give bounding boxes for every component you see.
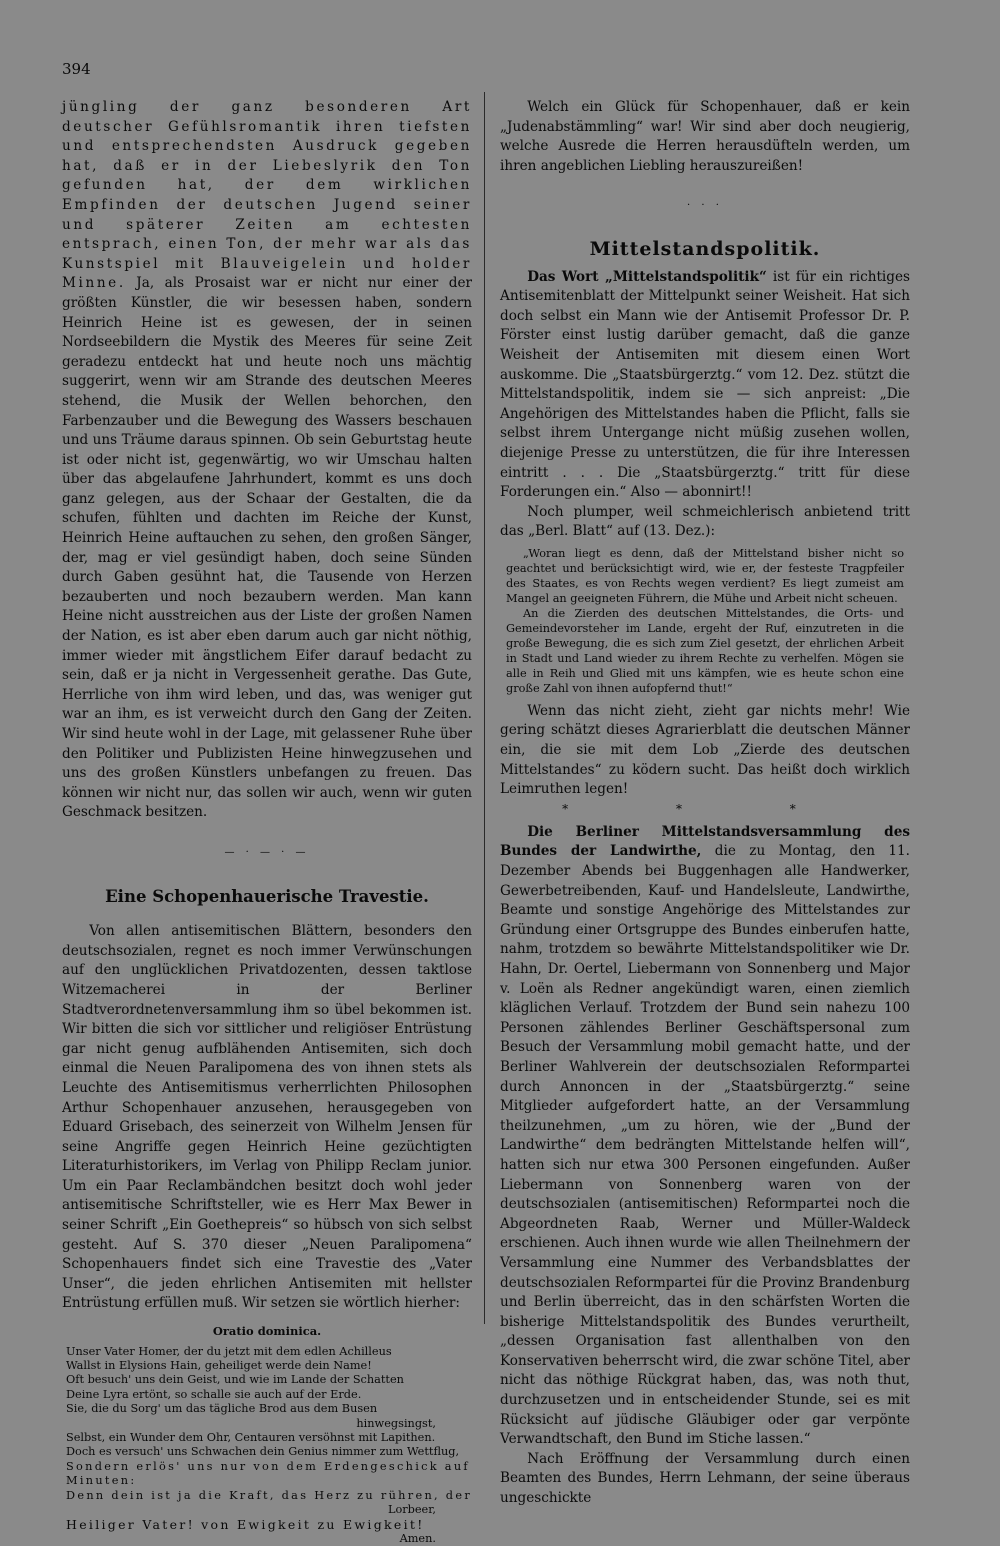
poem-line: Lorbeer,	[387, 1503, 436, 1517]
poem-line: Denn dein ist ja die Kraft, das Herz zu rühren, der	[66, 1488, 473, 1502]
poem-line: Wallst in Elysions Hain, geheiliget werde dein Name!	[66, 1359, 372, 1373]
berl-blatt-paragraph: Noch plumper, weil schmeichlerisch anbietend tritt das „Berl. Blatt“ auf (13. Dez.):	[500, 503, 910, 540]
poem-line: Doch es versuch' uns Schwachen dein Genius nimmer zum Wettflug,	[66, 1445, 460, 1459]
versammlung-text: die zu Montag, den 11. Dezember Abends bei Buggenhagen alle Handwerker, Gewerbetreibenden, Kauf- und Handelsleute, Landwirthe, Beamte und sonstige Angehörige des Mittelstandes zur Gründung einer Ortsgruppe des Bundes einberufen hatte, nahm, trotzdem so bewährte Mittelstandspolitiker wie Dr. Hahn, Dr. Oertel, Liebermann von Sonnenberg und Major v. Loën als Redner angekündigt waren, einen ziemlich kläglichen Verlauf. Trotzdem der Bund sein nahezu 100 Personen zählendes Berliner Geschäftspersonal zum Besuch der Versammlung mobil gemacht hatte, und der Berliner Wahlverein der deutschsozialen Reformpartei durch Annoncen in der „Staatsbürgerztg.“ seine Mitglieder aufgefordert hatte, an der Versammlung theilzunehmen, „um zu hören, wie der „Bund der Landwirthe“ dem bedrängten Mittelstande helfen will“, hatten sich nur etwa 300 Personen eingefunden. Außer Liebermann von Sonnenberg waren von der deutschsozialen (antisemitischen) Reformpartei noch die Abgeordneten Raab, Werner und Müller-Waldeck erschienen. Auch ihnen wurde wie allen Theilnehmern der Versammlung eine Nummer des Verbandsblattes der deutschsozialen Reformpartei für die Provinz Brandenburg und Berlin überreicht, das in den schärfsten Worten die bisherige Mittelstandspolitik des Bundes verurtheilt, „dessen Organisation fast allenthalben von den Konservativen beherrscht wird, die zwar schöne Titel, aber nicht das nöthige Rückgrat haben, das, was noth thut, durchzusetzen und in entscheidender Stunde, sei es mit Rücksicht auf jüdische Gläubiger oder gar verpönte Verwandtschaft, den Bund im Stiche lassen.“	[500, 843, 911, 1448]
left-column	[62, 98, 472, 1546]
poem-line: hinwegsingst,	[356, 1416, 436, 1430]
quote-paragraph: „Woran liegt es denn, daß der Mittelstand bisher nicht so geachtet und berücksichtigt wird, wie er, der festeste Tragpfeiler des Staates, es von Rechts wegen verdient? Es liegt zumeist am Mangel an geeigneten Führern, die Mühe und Arbeit nicht scheuen.	[506, 546, 904, 605]
poem-title: Oratio dominica.	[212, 1324, 322, 1339]
mittelstand-text: ist für ein richtiges Antisemitenblatt der Mittelpunkt seiner Weisheit. Hat sich doch selbst ein Mann wie der Antisemit Professor Dr. P. Förster einst lustig darüber gemacht, daß die ganze Weisheit der Antisemiten mit diesem einen Wort auskomme. Die „Staatsbürgerztg.“ vom 12. Dez. stützt die Mittelstandspolitik, indem sie — sich anpreist: „Die Angehörigen des Mittelstandes haben die Pflicht, falls sie selbst ihrem Untergange nicht müßig zusehen wollen, diejenige Presse zu unterstützen, die für ihre Interessen eintritt . . . Die „Staatsbürgerztg.“ tritt für diese Forderungen ein.“ Also — abonnirt!!	[500, 268, 910, 501]
spacer	[500, 815, 910, 823]
poem	[62, 1345, 472, 1546]
agrarier-paragraph: Wenn das nicht zieht, zieht gar nichts mehr! Wie gering schätzt dieses Agrarierblatt die deutschen Männer ein, die sie mit dem Lob „Zierde des deutschen Mittelstandes“ zu ködern sucht. Das heißt doch wirklich Leimruthen legen!	[500, 702, 910, 798]
poem-line: Unser Vater Homer, der du jetzt mit dem edlen Achilleus	[66, 1344, 392, 1358]
mittelstand-lead: Das Wort „Mittelstandspolitik“	[527, 268, 767, 285]
schopenhauer-conclusion-paragraph: Welch ein Glück für Schopenhauer, daß er kein „Judenabstämmling“ war! Wir sind aber doch neugierig, welche Ausrede die Herren herausdüfteln werden, um ihren angeblichen Liebling herauszureißen!	[500, 99, 910, 174]
column-divider	[484, 92, 485, 1324]
versammlung-lead: Die Berliner Mittelstandsversammlung des Bundes der Landwirthe,	[500, 823, 910, 860]
poem-line: Sie, die du Sorg' um das tägliche Brod aus dem Busen	[66, 1402, 378, 1416]
heine-paragraph-text: Ja, als Prosaist war er nicht nur einer der größten Künstler, die wir besessen haben, sondern Heinrich Heine ist es gewesen, der in seinen Nordseebildern die Mystik des Meeres für seine Zeit geradezu entdeckt hat und heute noch uns mächtig suggerirt, wenn wir am Strande des deutschen Meeres stehend, die Musik der Wellen behorchen, den Farbenzauber und die Bewegung des Wassers beschauen und uns Träume daraus spinnen. Ob sein Geburtstag heute ist oder nicht ist, gegenwärtig, wo wir Umschau halten über das abgelaufene Jahrhundert, kommt es uns doch ganz gelegen, aus der Schaar der Gestalten, die da schufen, fühlten und dachten im Reiche der Kunst, Heinrich Heine auftauchen zu sehen, den großen Sänger, der, mag er viel gesündigt haben, doch seine Sünden durch Gaben gesühnt hat, die Tausende von Herzen bezauberten und noch bezaubern werden. Man kann Heine nicht ausstreichen aus der Liste der großen Namen der Nation, es ist aber eben darum auch gar nicht nöthig, immer wieder mit ängstlichem Eifer darauf bedacht zu sein, daß er ja nicht in Vergessenheit gerathe. Das Gute, Herrliche von ihm wird leben, und das, was weniger gut war an ihm, es ist verweicht durch den Gang der Zeiten. Wir sind heute wohl in der Lage, mit gelassener Ruhe über den Politiker und Publizisten Heine hinwegzusehen und uns des großen Künstlers unbefangen zu freuen. Das können wir nicht nur, das sollen wir auch, wenn wir guten Geschmack besitzen.	[62, 275, 472, 821]
mittelstand-paragraph	[500, 268, 910, 503]
right-column	[500, 98, 910, 1509]
section-separator: · · ·	[687, 200, 723, 212]
poem-line: Selbst, ein Wunder dem Ohr, Centauren versöhnst mit Lapithen.	[66, 1431, 436, 1445]
poem-line: Amen.	[399, 1531, 436, 1545]
block-quote	[500, 546, 910, 696]
versammlung-paragraph	[500, 823, 910, 1450]
quote-paragraph: An die Zierden des deutschen Mittelstandes, die Orts- und Gemeindevorsteher im Lande, ergeht der Ruf, einzutreten in die große Bewegung, die es sich zum Ziel gesetzt, der ehrlichen Arbeit in Stadt und Land wieder zu ihrem Rechte zu verhelfen. Mögen sie alle in Reih und Glied mit uns kämpfen, wie es heute schon eine große Zahl von ihnen aufopfernd thut!“	[506, 606, 904, 695]
travestie-paragraph: Von allen antisemitischen Blättern, besonders den deutschsozialen, regnet es noch immer Verwünschungen auf den unglücklichen Privatdozenten, dessen taktlose Witzemacherei in der Berliner Stadtverordnetenversammlung ihm so übel bekommen ist. Wir bitten die sich vor sittlicher und religiöser Entrüstung gar nicht genug aufblähenden Antisemiten, sich doch einmal die Neuen Paralipomena des von ihnen stets als Leuchte des Antisemitismus verherrlichten Philosophen Arthur Schopenhauer anzusehen, herausgegeben von Eduard Grisebach, des seinerzeit von Wilhelm Jensen für seine Angriffe gegen Heinrich Heine gezüchtigten Literaturhistorikers, im Verlag von Philipp Reclam junior. Um ein Paar Reclambändchen besitzt doch wohl jeder antisemitische Schriftsteller, wie es Herr Max Bewer in seiner Schrift „Ein Goethepreis“ so hübsch von sich selbst gesteht. Auf S. 370 dieser „Neuen Paralipomena“ Schopenhauers findet sich eine Travestie des „Vater Unser“, die jeden ehrlichen Antisemiten mit hellster Entrüstung erfüllen muß. Wir setzen sie wörtlich hierher:	[62, 923, 472, 1312]
section-separator: — · — · —	[224, 846, 310, 858]
section-title-travestie: Eine Schopenhauerische Travestie.	[105, 886, 429, 906]
heine-paragraph	[62, 98, 472, 823]
poem-line: Heiliger Vater! von Ewigkeit zu Ewigkeit!	[66, 1516, 425, 1532]
poem-line: Oft besuch' uns dein Geist, und wie im Lande der Schatten	[66, 1373, 404, 1387]
poem-line: Deine Lyra ertönt, so schalle sie auch auf der Erde.	[66, 1387, 362, 1401]
heine-paragraph-spaced-text: jüngling der ganz besonderen Art deutscher Gefühlsromantik ihren tiefsten und entsprechendsten Ausdruck gegeben hat, daß er in der Liebeslyrik den Ton gefunden hat, der dem wirklichen Empfinden der deutschen Jugend seiner und späterer Zeiten am echtesten entsprach, einen Ton, der mehr war als das Kunstspiel mit Blauveigelein und holder Minne.	[62, 99, 472, 292]
eroeffnung-paragraph: Nach Eröffnung der Versammlung durch einen Beamten des Bundes, Herrn Lehmann, der seine überaus ungeschickte	[500, 1450, 910, 1507]
poem-line: Sondern erlös' uns nur von dem Erdengeschick auf Minuten:	[66, 1459, 470, 1488]
page-number: 394	[62, 60, 91, 78]
section-title-mittelstandspolitik: Mittelstandspolitik.	[589, 237, 821, 260]
asterism: * * *	[562, 801, 848, 816]
